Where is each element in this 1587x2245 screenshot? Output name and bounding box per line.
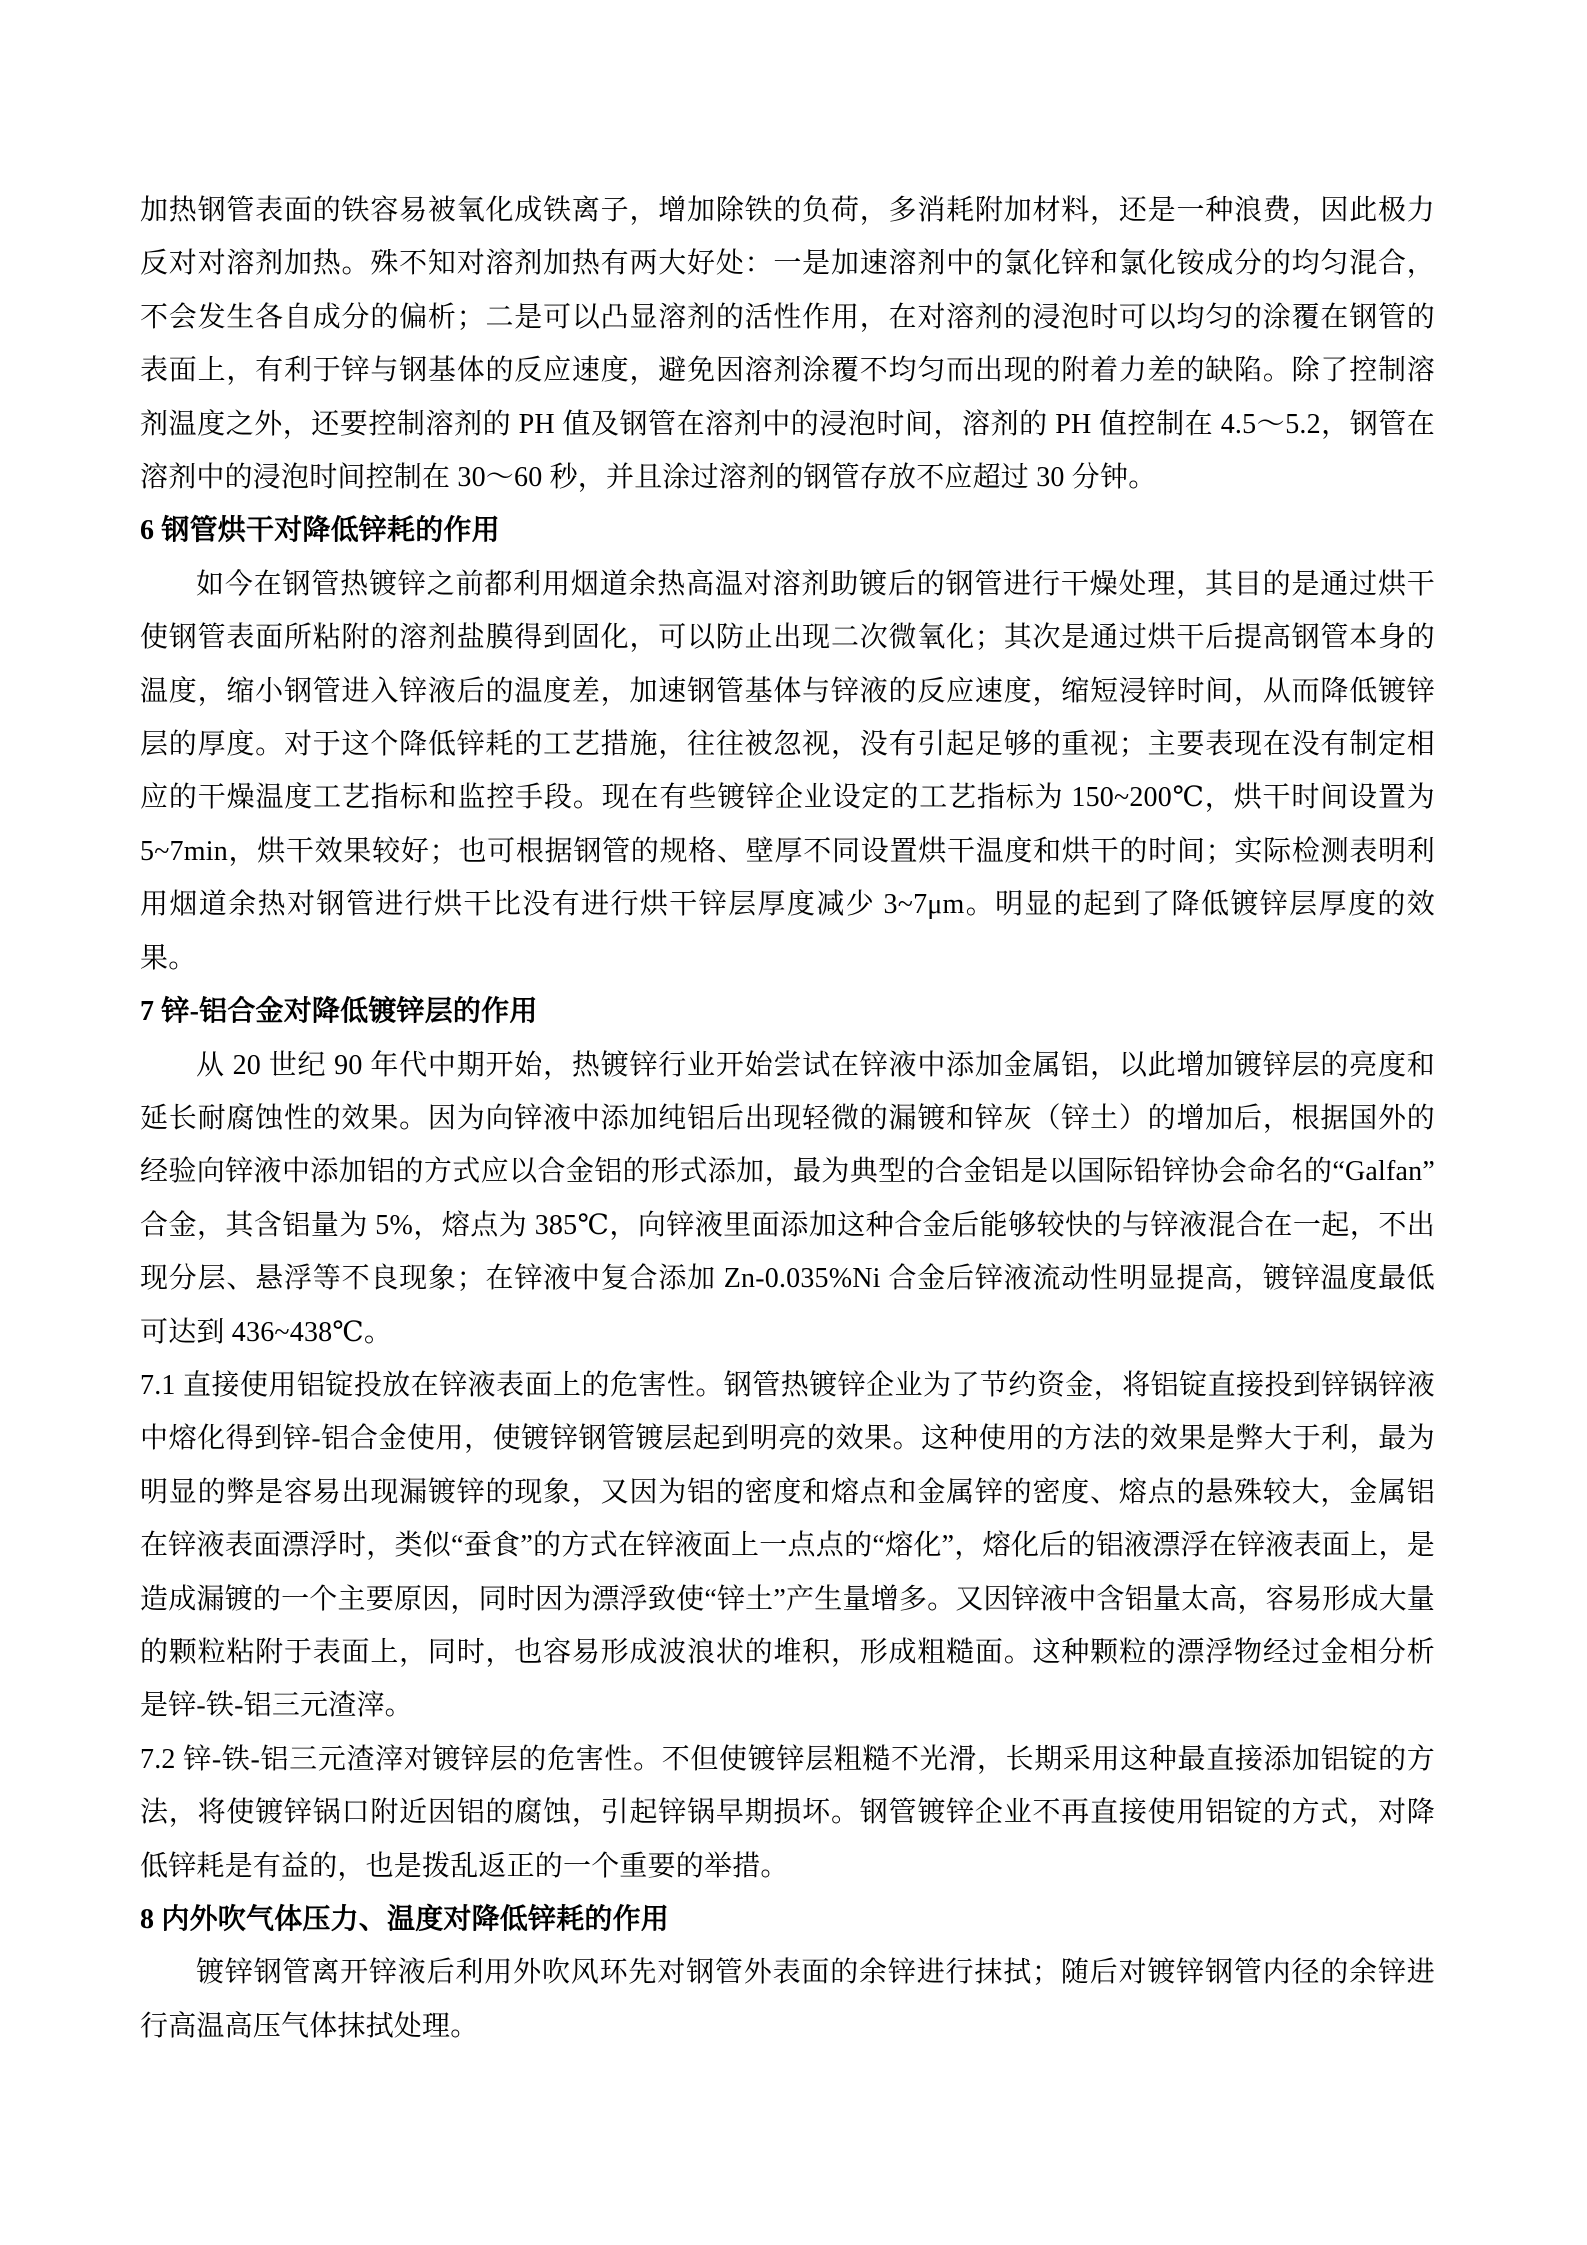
paragraph-section-6-body: 如今在钢管热镀锌之前都利用烟道余热高温对溶剂助镀后的钢管进行干燥处理，其目的是通过烘干使钢管表面所粘附的溶剂盐膜得到固化，可以防止出现二次微氧化；其次是通过烘干后提高钢管本身的温度，缩小钢管进入锌液后的温度差，加速钢管基体与锌液的反应速度，缩短浸锌时间，从而降低镀锌层的厚度。对于这个降低锌耗的工艺措施，往往被忽视，没有引起足够的重视；主要表现在没有制定相应的干燥温度工艺指标和监控手段。现在有些镀锌企业设定的工艺指标为 150~200℃，烘干时间设置为 5~7min，烘干效果较好；也可根据钢管的规格、壁厚不同设置烘干温度和烘干的时间；实际检测表明利用烟道余热对钢管进行烘干比没有进行烘干锌层厚度减少 3~7μm。明显的起到了降低镀锌层厚度的效果。 bbox=[140, 568, 1435, 974]
section-heading-7-zinc-aluminum-alloy: 7 锌-铝合金对降低镀锌层的作用 bbox=[140, 996, 538, 1028]
section-heading-8-gas-blowing: 8 内外吹气体压力、温度对降低锌耗的作用 bbox=[140, 1904, 670, 1935]
paragraph-section-7-1-aluminum-ingot-hazard: 7.1 直接使用铝锭投放在锌液表面上的危害性。钢管热镀锌企业为了节约资金，将铝锭直接投到锌锅锌液中熔化得到锌-铝合金使用，使镀锌钢管镀层起到明亮的效果。这种使用的方法的效果是弊大于利，最为明显的弊是容易出现漏镀锌的现象，又因为铝的密度和熔点和金属锌的密度、熔点的悬殊较大，金属铝在锌液表面漂浮时，类似“蚕食”的方式在锌液面上一点点的“熔化”，熔化后的铝液漂浮在锌液表面上，是造成漏镀的一个主要原因，同时因为漂浮致使“锌土”产生量增多。又因锌液中含铝量太高，容易形成大量的颗粒粘附于表面上，同时，也容易形成波浪状的堆积，形成粗糙面。这种颗粒的漂浮物经过金相分析是锌-铁-铝三元渣滓。 bbox=[140, 1369, 1435, 1722]
paragraph-section-7-body: 从 20 世纪 90 年代中期开始，热镀锌行业开始尝试在锌液中添加金属铝，以此增加镀锌层的亮度和延长耐腐蚀性的效果。因为向锌液中添加纯铝后出现轻微的漏镀和锌灰（锌土）的增加后，根据国外的经验向锌液中添加铝的方式应以合金铝的形式添加，最为典型的合金铝是以国际铅锌协会命名的“Galfan”合金，其含铝量为 5%，熔点为 385℃，向锌液里面添加这种合金后能够较快的与锌液混合在一起，不出现分层、悬浮等不良现象；在锌液中复合添加 Zn-0.035%Ni 合金后锌液流动性明显提高，镀锌温度最低可达到 436~438℃。 bbox=[140, 1049, 1435, 1348]
paragraph-solvent-heating-continuation: 加热钢管表面的铁容易被氧化成铁离子，增加除铁的负荷，多消耗附加材料，还是一种浪费，因此极力反对对溶剂加热。殊不知对溶剂加热有两大好处：一是加速溶剂中的氯化锌和氯化铵成分的均匀混合，不会发生各自成分的偏析；二是可以凸显溶剂的活性作用，在对溶剂的浸泡时可以均匀的涂覆在钢管的表面上，有利于锌与钢基体的反应速度，避免因溶剂涂覆不均匀而出现的附着力差的缺陷。除了控制溶剂温度之外，还要控制溶剂的 PH 值及钢管在溶剂中的浸泡时间，溶剂的 PH 值控制在 4.5～5.2，钢管在溶剂中的浸泡时间控制在 30～60 秒，并且涂过溶剂的钢管存放不应超过 30 分钟。 bbox=[140, 195, 1435, 494]
paragraph-section-8-body: 镀锌钢管离开锌液后利用外吹风环先对钢管外表面的余锌进行抹拭；随后对镀锌钢管内径的余锌进行高温高压气体抹拭处理。 bbox=[140, 1957, 1435, 2042]
section-heading-6-pipe-drying: 6 钢管烘干对降低锌耗的作用 bbox=[140, 515, 500, 547]
paragraph-section-7-2-ternary-dross-hazard: 7.2 锌-铁-铝三元渣滓对镀锌层的危害性。不但使镀锌层粗糙不光滑，长期采用这种最直接添加铝锭的方法，将使镀锌锅口附近因铝的腐蚀，引起锌锅早期损坏。钢管镀锌企业不再直接使用铝锭的方式，对降低锌耗是有益的，也是拨乱返正的一个重要的举措。 bbox=[140, 1743, 1435, 1882]
